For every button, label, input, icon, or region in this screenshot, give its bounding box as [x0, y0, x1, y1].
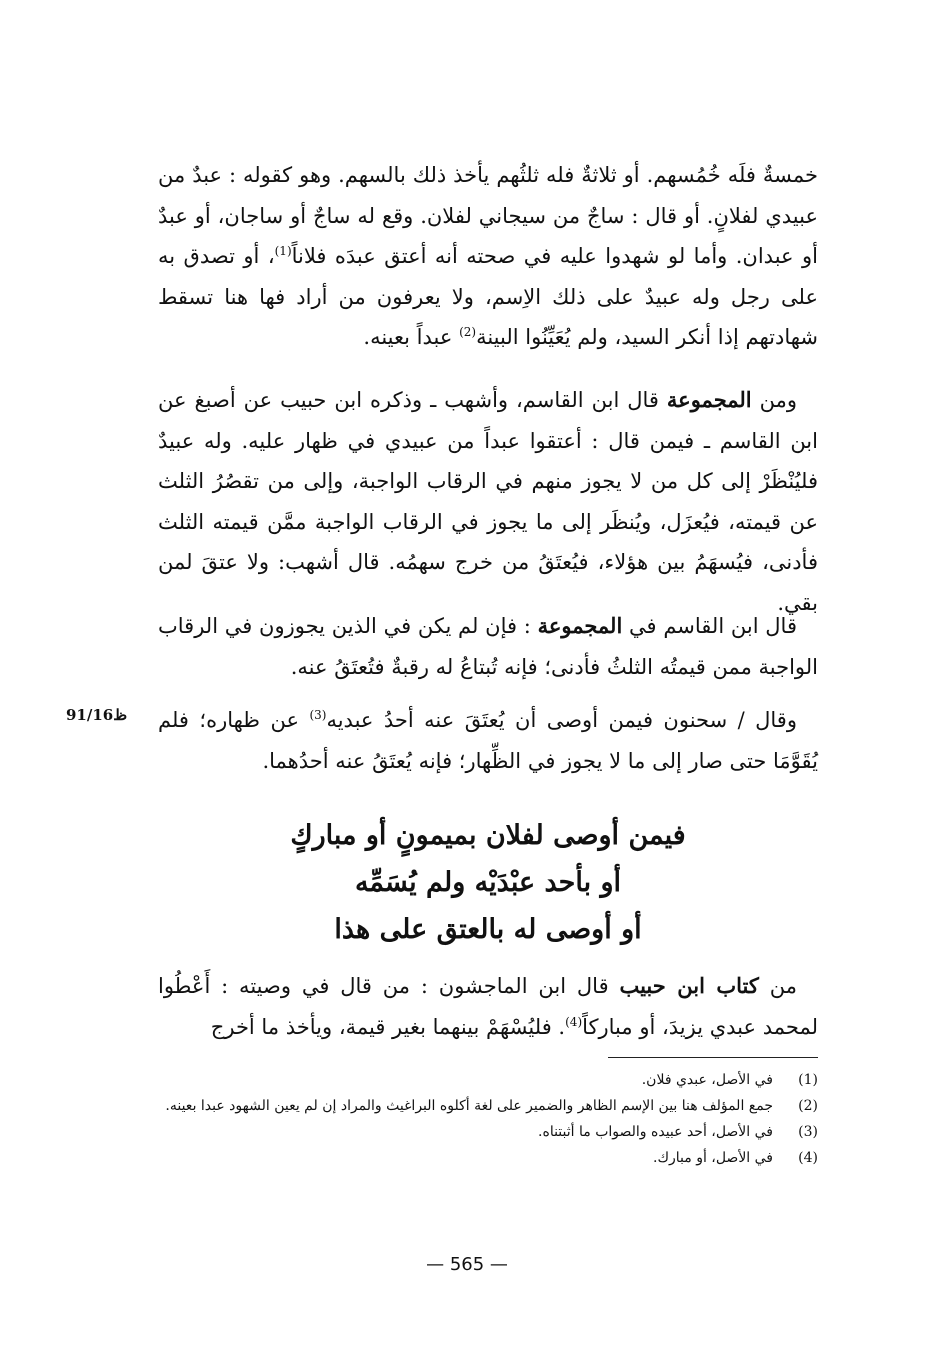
para4-pre: وقال / سحنون فيمن أوصى أن يُعتَقَ عنه أحدُ عبديه [326, 708, 797, 732]
para2-bold: المجموعة [666, 387, 752, 412]
page-number: — 565 — [426, 1254, 508, 1275]
paragraph-5-text [158, 966, 818, 1047]
para1-line1: خمسةٌ فلَه خُمُسهم. أو ثلاثةٌ فله ثلثُهم يأخذ ذلك بالسهم. وهو كقوله : عبدٌ [192, 163, 818, 187]
para1-line4: تصدق به على رجل وله عبيدٌ على ذلك الاِسم، ولا يعرفون من أراد فها هنا تسقط [158, 244, 818, 309]
para5-post: . فليُسْهَمْ بينهما بغير قيمة، ويأخذ ما أخرج [210, 1014, 566, 1039]
paragraph-4-text [158, 700, 818, 781]
para2-post: قال ابن القاسم، وأشهب ـ وذكره ابن حبيب عن أصبغ عن ابن القاسم ـ فيمن قال : أعتقوا عبداً من عبيدي في ظهار عليه. وله عبيدٌ فليُنْظَرْ إلى كل من لا يجوز منهم في الرقاب الواجبة، وإلى من تقصُرُ الثلث عن قيمته، فيُعزَل، ويُنظَر إلى ما يجوز في الرقاب الواجبة ممَّن قيمته الثلث فأدنى، فيُسهَمُ بين هؤلاء، فيُعتَقُ من خرج سهمُه. قال أشهب: ولا عتقَ لمن بقي. [158, 388, 818, 615]
footnote-number: (1) [798, 1072, 818, 1088]
footnote-text: في الأصل، أو مبارك. [653, 1150, 773, 1166]
para1-line5b: عبداً بعينه. [363, 325, 460, 349]
paragraph-2-text [158, 380, 818, 623]
para5-bold: كتاب ابن حبيب [619, 973, 759, 998]
paragraph-3 [158, 606, 818, 687]
footnote-3 [150, 1120, 818, 1144]
footnote-ref-1[interactable]: (1) [274, 244, 292, 258]
footnote-ref-3[interactable]: (3) [309, 708, 327, 722]
heading-line-1: فيمن أوصى لفلان بميمونٍ أو مباركٍ [290, 820, 686, 851]
paragraph-1-text [158, 155, 818, 358]
footnote-number: (4) [798, 1150, 818, 1166]
footnote-1 [150, 1068, 818, 1092]
para4-post: عن ظهاره؛ فلم يُقَوَّمَا حتى صار إلى ما لا يجوز في الظِّهار؛ فإنه يُعتَقُ عنه أحدُهما. [158, 708, 818, 773]
heading-line-2: أو بأحد عبْدَيْه ولم يُسَمِّه [354, 867, 622, 898]
footnote-ref-2[interactable]: (2) [459, 325, 477, 339]
para3-bold: المجموعة [537, 613, 623, 638]
para1-line3a: أو عبدٌ أو عبدان. وأما لو شهدوا عليه في صحته أنه أعتق عبدَه فلاناً [158, 203, 818, 268]
footnotes [150, 1068, 818, 1172]
para1-line3b: ، أو [243, 244, 275, 268]
footnote-text: جمع المؤلف هنا بين الإسم الظاهر والضمير على لغة أكلوه البراغيث والمراد إن لم يعين الشهود عبدا بعينه. [165, 1098, 773, 1114]
para1-line2: من عبيدي لفلانٍ. أو قال : ساجٌ من سيجاني لفلان. وقع له ساجٌ أو ساجان، [158, 163, 818, 228]
footnote-text: في الأصل، أحد عبيده والصواب ما أثبتناه. [538, 1124, 773, 1140]
margin-manuscript-ref: 91/16ظ [66, 706, 128, 724]
heading-line-3: أو أوصى له بالعتق على هذا [334, 914, 642, 945]
footnote-number: (3) [798, 1124, 818, 1140]
para3-post: : فإن لم يكن في الذين يجوزون في الرقاب الواجبة ممن قيمتُه الثلثُ فأدنى؛ فإنه تُبتاعُ له رقبةٌ فتُعتَقُ عنه. [158, 614, 818, 679]
footnote-divider [608, 1057, 818, 1058]
footnote-ref-4[interactable]: (4) [565, 1014, 583, 1029]
para5-pre: من [758, 974, 797, 998]
para2-pre: ومن [751, 388, 797, 412]
footnote-4 [150, 1146, 818, 1170]
section-heading [158, 812, 818, 953]
para1-line5a: شهادتهم إذا أنكر السيد، ولم يُعَيِّنُوا البينة [476, 325, 818, 349]
paragraph-4 [158, 700, 818, 781]
footnote-2 [150, 1094, 818, 1118]
paragraph-2 [158, 380, 818, 623]
paragraph-3-text [158, 606, 818, 687]
footnote-number: (2) [798, 1098, 818, 1114]
footnote-text: في الأصل، عبدي فلان. [641, 1072, 773, 1088]
para5-mid: قال ابن الماجشون : من قال في وصيته : أَعْطُوا لمحمد عبدي يزيدَ، أو مباركاً [158, 974, 818, 1039]
paragraph-5 [158, 966, 818, 1047]
para3-pre: قال ابن القاسم في [622, 614, 797, 638]
paragraph-1 [158, 155, 818, 358]
